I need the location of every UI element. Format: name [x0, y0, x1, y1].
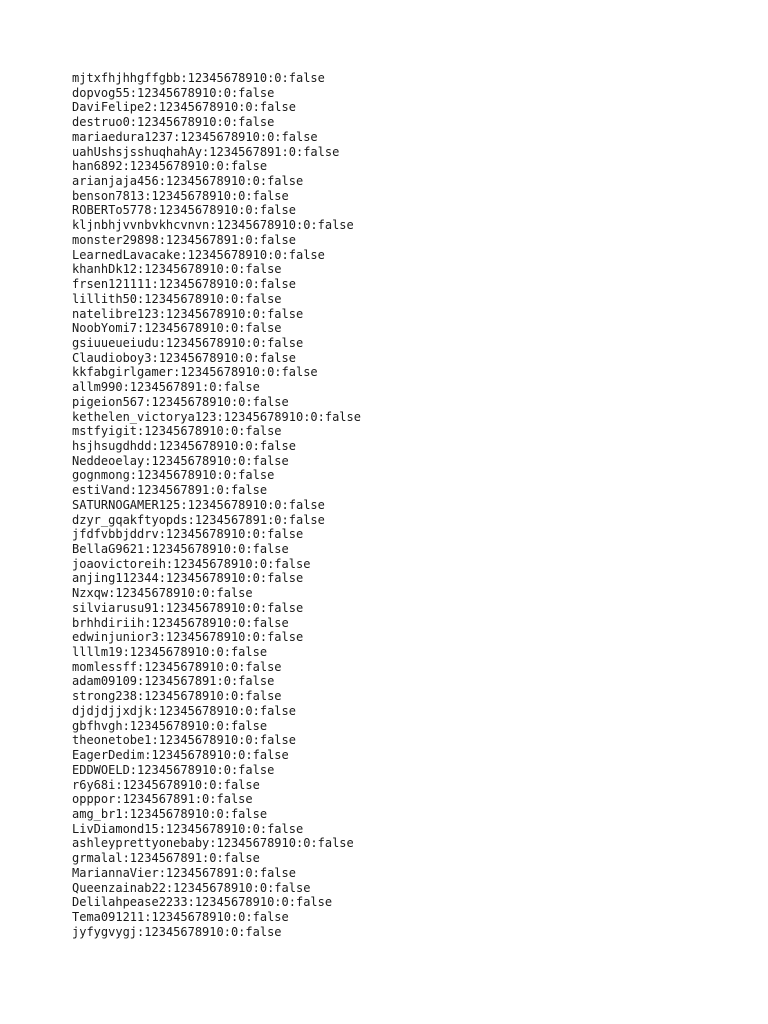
text-line: dzyr_gqakftyopds:1234567891:0:false	[72, 512, 325, 527]
text-line: frsen121111:12345678910:0:false	[72, 277, 296, 292]
text-line: silviarusu91:12345678910:0:false	[72, 600, 304, 615]
text-line: theonetobe1:12345678910:0:false	[72, 733, 296, 748]
text-line: pigeion567:12345678910:0:false	[72, 394, 289, 409]
text-line: kkfabgirlgamer:12345678910:0:false	[72, 365, 318, 380]
text-line: kethelen_victorya123:12345678910:0:false	[72, 409, 361, 424]
text-line: grmalal:1234567891:0:false	[72, 851, 260, 866]
text-line: djdjdjjxdjk:12345678910:0:false	[72, 703, 296, 718]
text-line: amg_br1:12345678910:0:false	[72, 806, 268, 821]
text-line: llllm19:12345678910:0:false	[72, 645, 268, 660]
text-line: edwinjunior3:12345678910:0:false	[72, 630, 304, 645]
text-line: anjing112344:12345678910:0:false	[72, 571, 304, 586]
text-line: Queenzainab22:12345678910:0:false	[72, 880, 311, 895]
text-line: mstfyigit:12345678910:0:false	[72, 424, 282, 439]
text-line: lillith50:12345678910:0:false	[72, 291, 282, 306]
text-line: Claudioboy3:12345678910:0:false	[72, 350, 296, 365]
text-line: Tema091211:12345678910:0:false	[72, 909, 289, 924]
text-line: gsiuueueiudu:12345678910:0:false	[72, 335, 304, 350]
text-line: gbfhvgh:12345678910:0:false	[72, 718, 268, 733]
text-line: hsjhsugdhdd:12345678910:0:false	[72, 438, 296, 453]
text-line: han6892:12345678910:0:false	[72, 159, 268, 174]
text-line: momlessff:12345678910:0:false	[72, 659, 282, 674]
text-line: dopvog55:12345678910:0:false	[72, 85, 275, 100]
text-line: SATURNOGAMER125:12345678910:0:false	[72, 497, 325, 512]
text-line: destruo0:12345678910:0:false	[72, 115, 275, 130]
text-line: LivDiamond15:12345678910:0:false	[72, 821, 304, 836]
text-line: jfdfvbbjddrv:12345678910:0:false	[72, 527, 304, 542]
text-line: arianjaja456:12345678910:0:false	[72, 174, 304, 189]
text-line: kljnbhjvvnbvkhcvnvn:12345678910:0:false	[72, 218, 354, 233]
text-line: jyfygvygj:12345678910:0:false	[72, 924, 282, 939]
text-line: EagerDedim:12345678910:0:false	[72, 748, 289, 763]
text-line: adam09109:1234567891:0:false	[72, 674, 275, 689]
text-line-list	[72, 71, 361, 939]
text-line: opppor:1234567891:0:false	[72, 792, 253, 807]
text-line: monster29898:1234567891:0:false	[72, 232, 296, 247]
text-line: joaovictoreih:12345678910:0:false	[72, 556, 311, 571]
text-line: gognmong:12345678910:0:false	[72, 468, 275, 483]
text-line: EDDWOELD:12345678910:0:false	[72, 762, 275, 777]
text-line: brhhdiriih:12345678910:0:false	[72, 615, 289, 630]
text-line: estiVand:1234567891:0:false	[72, 483, 268, 498]
text-line: NoobYomi7:12345678910:0:false	[72, 321, 282, 336]
text-line: mariaedura1237:12345678910:0:false	[72, 129, 318, 144]
text-line: ROBERTo5778:12345678910:0:false	[72, 203, 296, 218]
text-line: strong238:12345678910:0:false	[72, 689, 282, 704]
text-line: MariannaVier:1234567891:0:false	[72, 865, 296, 880]
text-line: natelibre123:12345678910:0:false	[72, 306, 304, 321]
text-line: mjtxfhjhhgffgbb:12345678910:0:false	[72, 71, 325, 85]
text-line: r6y68i:12345678910:0:false	[72, 777, 260, 792]
text-line: khanhDk12:12345678910:0:false	[72, 262, 282, 277]
text-line: Nzxqw:12345678910:0:false	[72, 586, 253, 601]
text-line: allm990:1234567891:0:false	[72, 380, 260, 395]
text-line: DaviFelipe2:12345678910:0:false	[72, 100, 296, 115]
text-line: benson7813:12345678910:0:false	[72, 188, 289, 203]
text-line: Delilahpease2233:12345678910:0:false	[72, 895, 333, 910]
text-line: BellaG9621:12345678910:0:false	[72, 542, 289, 556]
text-line: Neddeoelay:12345678910:0:false	[72, 453, 289, 468]
text-line: LearnedLavacake:12345678910:0:false	[72, 247, 325, 262]
text-line: ashleyprettyonebaby:12345678910:0:false	[72, 836, 354, 851]
text-line: uahUshsjsshuqhahAy:1234567891:0:false	[72, 144, 340, 159]
